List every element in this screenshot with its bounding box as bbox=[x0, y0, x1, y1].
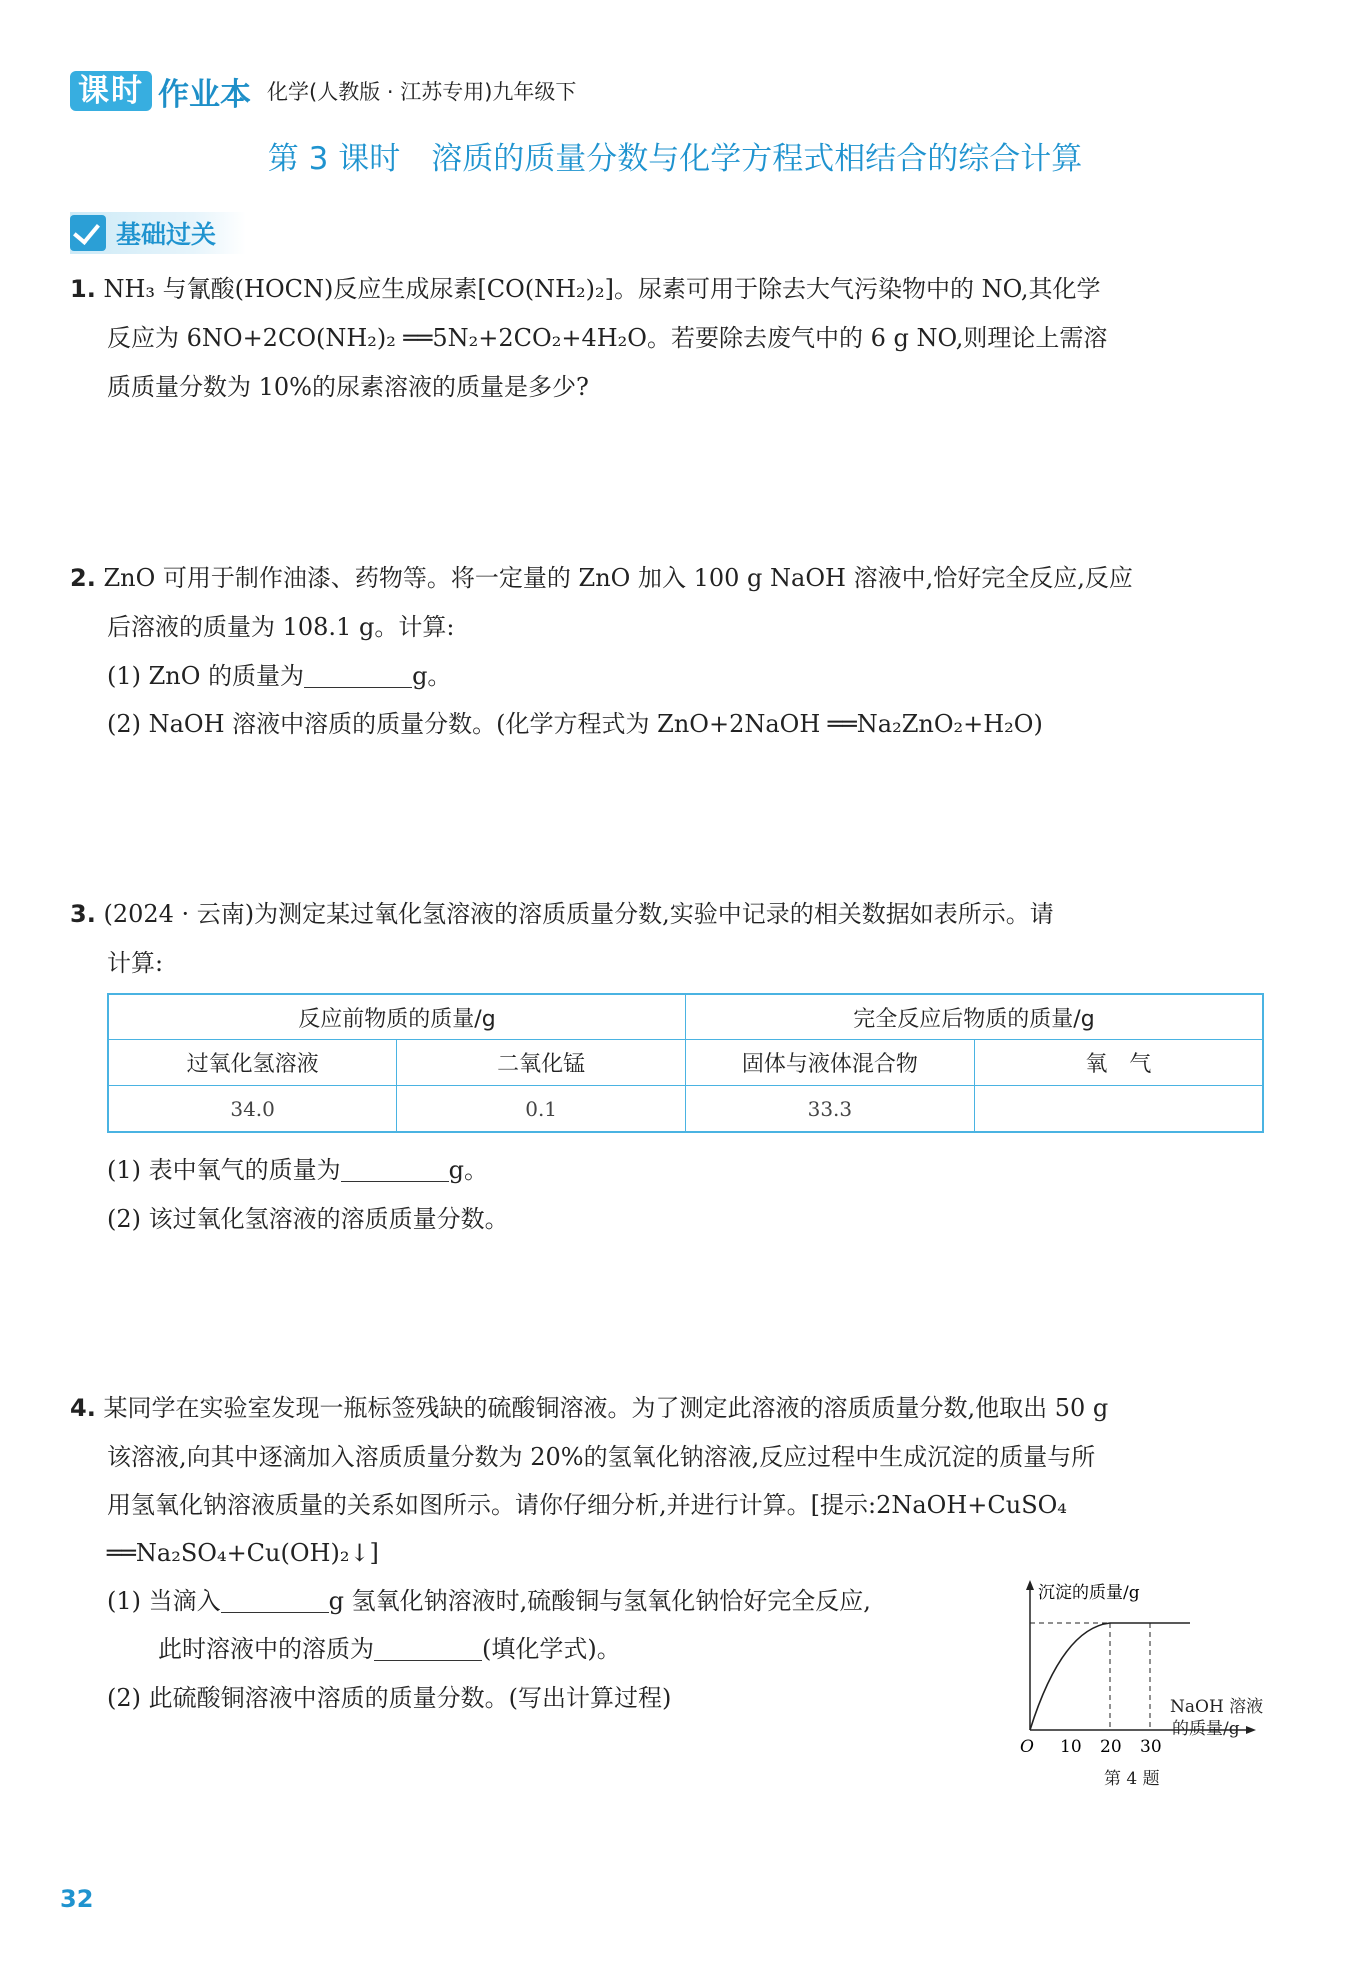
q1-line3: 质质量分数为 10%的尿素溶液的质量是多少? bbox=[107, 373, 589, 401]
table-cell: 34.0 bbox=[108, 1086, 397, 1133]
q4-line4: ══Na₂SO₄+Cu(OH)₂↓] bbox=[107, 1539, 379, 1567]
table-col-header: 二氧化锰 bbox=[397, 1040, 686, 1086]
q3-text1: (2024 · 云南)为测定某过氧化氢溶液的溶质质量分数,实验中记录的相关数据如表所示。请 bbox=[103, 900, 1054, 928]
q2-text1: ZnO 可用于制作油漆、药物等。将一定量的 ZnO 加入 100 g NaOH 溶液中,恰好完全反应,反应 bbox=[103, 564, 1133, 592]
check-icon bbox=[70, 215, 106, 251]
page-header bbox=[70, 70, 576, 112]
q2-line1 bbox=[70, 562, 1133, 594]
q1-text1: NH₃ 与氰酸(HOCN)反应生成尿素[CO(NH₂)₂]。尿素可用于除去大气污染物中的 NO,其化学 bbox=[103, 275, 1101, 303]
q2-part1 bbox=[107, 660, 451, 692]
logo-box: 课时 bbox=[70, 71, 152, 111]
q4-part1b-label: 此时溶液中的溶质为 bbox=[158, 1635, 374, 1663]
q4-part1b-text: (填化学式)。 bbox=[482, 1635, 621, 1663]
q2-part1-label: (1) ZnO 的质量为 bbox=[107, 662, 305, 690]
page-number: 32 bbox=[60, 1885, 94, 1913]
y-axis-label: 沉淀的质量/g bbox=[1038, 1583, 1140, 1603]
x-tick-label: 30 bbox=[1140, 1737, 1162, 1757]
x-tick-label: 10 bbox=[1060, 1737, 1082, 1757]
q4-line2: 该溶液,向其中逐滴加入溶质质量分数为 20%的氢氧化钠溶液,反应过程中生成沉淀的质量与所 bbox=[107, 1443, 1096, 1471]
q1-line1 bbox=[70, 273, 1101, 305]
q3-part1-label: (1) 表中氧气的质量为 bbox=[107, 1156, 341, 1184]
q4-part1a bbox=[107, 1585, 871, 1617]
x-axis-label-line1: NaOH 溶液 bbox=[1170, 1697, 1264, 1717]
q2-line2: 后溶液的质量为 108.1 g。计算: bbox=[107, 613, 455, 641]
q4-part1a-text: g 氢氧化钠溶液时,硫酸铜与氢氧化钠恰好完全反应, bbox=[328, 1587, 871, 1615]
q3-number: 3. bbox=[70, 900, 96, 928]
x-axis-label-line2: 的质量/g bbox=[1172, 1719, 1240, 1739]
q3-line1 bbox=[70, 898, 1054, 930]
q4-line1 bbox=[70, 1392, 1108, 1424]
answer-blank[interactable] bbox=[341, 1157, 449, 1182]
q4-line3: 用氢氧化钠溶液质量的关系如图所示。请你仔细分析,并进行计算。[提示:2NaOH+CuSO₄ bbox=[107, 1491, 1067, 1519]
q4-part1a-label: (1) 当滴入 bbox=[107, 1587, 221, 1615]
table-col-header: 氧 气 bbox=[974, 1040, 1263, 1086]
table-cell bbox=[974, 1086, 1263, 1133]
x-axis-label bbox=[1170, 1696, 1263, 1740]
q1-number: 1. bbox=[70, 275, 96, 303]
lesson-title: 第 3 课时 溶质的质量分数与化学方程式相结合的综合计算 bbox=[267, 141, 1083, 177]
table-col-header: 固体与液体混合物 bbox=[686, 1040, 975, 1086]
q4-number: 4. bbox=[70, 1394, 96, 1422]
q3-part1 bbox=[107, 1154, 488, 1186]
q4-text1: 某同学在实验室发现一瓶标签残缺的硫酸铜溶液。为了测定此溶液的溶质质量分数,他取出 50 g bbox=[103, 1394, 1109, 1422]
origin-label: O bbox=[1020, 1737, 1034, 1757]
q2-number: 2. bbox=[70, 564, 96, 592]
section-title: 基础过关 bbox=[116, 220, 217, 249]
q3-part2: (2) 该过氧化氢溶液的溶质质量分数。 bbox=[107, 1205, 509, 1233]
y-axis-arrow bbox=[1026, 1580, 1034, 1590]
table-cell: 0.1 bbox=[397, 1086, 686, 1133]
q2-part1-unit: g。 bbox=[412, 662, 452, 690]
q1-line2: 反应为 6NO+2CO(NH₂)₂ ══5N₂+2CO₂+4H₂O。若要除去废气中的 6 g NO,则理论上需溶 bbox=[107, 324, 1108, 352]
x-tick-label: 20 bbox=[1100, 1737, 1122, 1757]
answer-blank[interactable] bbox=[374, 1636, 482, 1661]
q4-part1b bbox=[158, 1633, 621, 1665]
q3-part1-unit: g。 bbox=[448, 1156, 488, 1184]
q2-part2: (2) NaOH 溶液中溶质的质量分数。(化学方程式为 ZnO+2NaOH ══Na₂ZnO₂+H₂O) bbox=[107, 710, 1043, 738]
table-group-header: 反应前物质的质量/g bbox=[108, 994, 686, 1040]
table-cell: 33.3 bbox=[686, 1086, 975, 1133]
q4-part2: (2) 此硫酸铜溶液中溶质的质量分数。(写出计算过程) bbox=[107, 1684, 672, 1712]
table-col-header: 过氧化氢溶液 bbox=[108, 1040, 397, 1086]
answer-blank[interactable] bbox=[221, 1588, 329, 1613]
answer-blank[interactable] bbox=[304, 663, 412, 688]
figure-caption: 第 4 题 bbox=[1104, 1769, 1160, 1789]
data-table bbox=[107, 993, 1264, 1133]
q3-line2: 计算: bbox=[107, 949, 164, 977]
subject-label: 化学(人教版 · 江苏专用)九年级下 bbox=[267, 80, 577, 104]
logo-text: 作业本 bbox=[158, 76, 251, 113]
table-group-header: 完全反应后物质的质量/g bbox=[686, 994, 1264, 1040]
section-header bbox=[70, 212, 246, 254]
